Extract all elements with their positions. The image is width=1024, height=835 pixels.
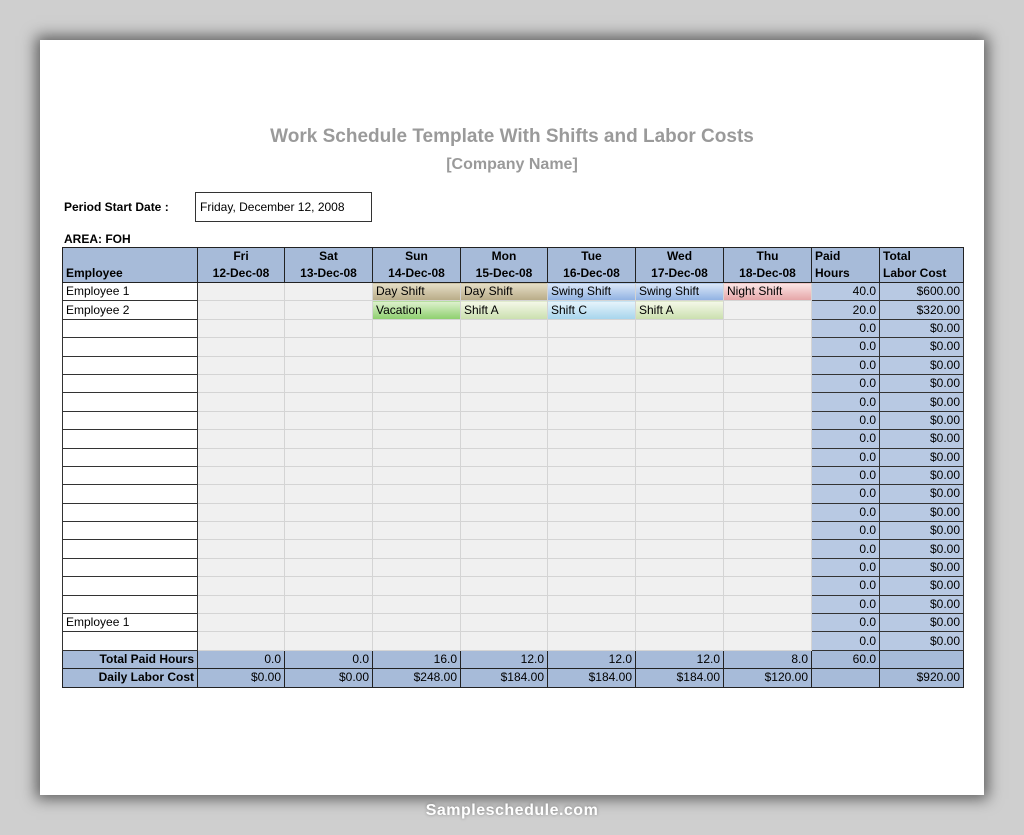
schedule-cell[interactable]	[724, 577, 812, 595]
labor-cost-cell[interactable]: $0.00	[880, 522, 964, 540]
schedule-cell[interactable]	[198, 319, 285, 337]
schedule-cell[interactable]	[285, 577, 373, 595]
employee-name-cell[interactable]	[63, 338, 198, 356]
schedule-cell[interactable]	[285, 411, 373, 429]
paid-hours-cell[interactable]: 0.0	[812, 577, 880, 595]
table-row	[63, 577, 964, 595]
schedule-cell[interactable]	[724, 614, 812, 632]
employee-name-cell[interactable]	[63, 411, 198, 429]
employee-name-cell[interactable]	[63, 632, 198, 650]
header-day-thu: Thu 18-Dec-08	[724, 248, 812, 283]
header-day-tue: Tue 16-Dec-08	[548, 248, 636, 283]
schedule-cell[interactable]	[198, 632, 285, 650]
employee-name-cell[interactable]	[63, 356, 198, 374]
schedule-cell[interactable]	[548, 448, 636, 466]
schedule-cell[interactable]	[285, 485, 373, 503]
paid-hours-cell[interactable]: 0.0	[812, 338, 880, 356]
paid-hours-cell[interactable]: 0.0	[812, 595, 880, 613]
total-paid-hours-cell[interactable]: 0.0	[285, 650, 373, 668]
employee-name-cell[interactable]	[63, 393, 198, 411]
schedule-cell[interactable]	[636, 595, 724, 613]
total-paid-hours-row	[63, 650, 964, 668]
schedule-cell[interactable]	[285, 338, 373, 356]
schedule-cell[interactable]	[636, 411, 724, 429]
schedule-cell[interactable]	[724, 448, 812, 466]
schedule-cell[interactable]	[285, 503, 373, 521]
total-paid-hours-cell[interactable]: 16.0	[373, 650, 461, 668]
schedule-cell[interactable]	[724, 466, 812, 484]
daily-labor-cost-cell[interactable]: $0.00	[198, 669, 285, 687]
header-total-labor-cost: Total Labor Cost	[880, 248, 964, 283]
labor-cost-cell[interactable]: $0.00	[880, 632, 964, 650]
employee-name-cell[interactable]	[63, 503, 198, 521]
schedule-cell[interactable]	[636, 614, 724, 632]
schedule-cell[interactable]	[198, 301, 285, 319]
schedule-cell[interactable]	[285, 466, 373, 484]
daily-labor-cost-label: Daily Labor Cost	[63, 669, 198, 687]
schedule-cell[interactable]	[198, 558, 285, 576]
period-start-label: Period Start Date :	[64, 200, 169, 214]
shift-cell[interactable]: Swing Shift	[636, 283, 724, 301]
paid-hours-cell[interactable]: 0.0	[812, 430, 880, 448]
schedule-cell[interactable]	[198, 338, 285, 356]
shift-cell[interactable]: Shift A	[461, 301, 548, 319]
labor-cost-cell[interactable]: $0.00	[880, 338, 964, 356]
schedule-cell[interactable]	[373, 577, 461, 595]
schedule-cell[interactable]	[548, 374, 636, 392]
table-row	[63, 374, 964, 392]
schedule-cell[interactable]	[724, 522, 812, 540]
schedule-cell[interactable]	[461, 356, 548, 374]
daily-labor-cost-cell[interactable]: $120.00	[724, 669, 812, 687]
schedule-cell[interactable]	[548, 338, 636, 356]
daily-labor-cost-cell[interactable]: $184.00	[548, 669, 636, 687]
paid-hours-cell[interactable]: 0.0	[812, 411, 880, 429]
schedule-cell[interactable]	[198, 430, 285, 448]
labor-cost-cell[interactable]: $0.00	[880, 540, 964, 558]
header-day-mon: Mon 15-Dec-08	[461, 248, 548, 283]
schedule-cell[interactable]	[461, 466, 548, 484]
table-row	[63, 430, 964, 448]
labor-cost-cell[interactable]: $0.00	[880, 614, 964, 632]
schedule-cell[interactable]	[636, 485, 724, 503]
table-row	[63, 283, 964, 301]
header-day-fri: Fri 12-Dec-08	[198, 248, 285, 283]
labor-cost-cell[interactable]: $0.00	[880, 595, 964, 613]
schedule-cell[interactable]	[461, 374, 548, 392]
header-day-wed: Wed 17-Dec-08	[636, 248, 724, 283]
schedule-cell[interactable]	[198, 485, 285, 503]
employee-name-cell[interactable]: Employee 1	[63, 614, 198, 632]
employee-name-cell[interactable]	[63, 577, 198, 595]
paid-hours-cell[interactable]: 0.0	[812, 393, 880, 411]
schedule-cell[interactable]	[373, 356, 461, 374]
schedule-cell[interactable]	[636, 448, 724, 466]
schedule-cell[interactable]	[461, 614, 548, 632]
schedule-cell[interactable]	[636, 558, 724, 576]
schedule-cell[interactable]	[373, 595, 461, 613]
labor-cost-cell[interactable]: $0.00	[880, 374, 964, 392]
spreadsheet-page	[40, 40, 984, 795]
paid-hours-cell[interactable]: 0.0	[812, 558, 880, 576]
header-employee: Employee	[63, 248, 198, 283]
schedule-cell[interactable]	[461, 319, 548, 337]
schedule-cell[interactable]	[285, 448, 373, 466]
shift-cell[interactable]: Swing Shift	[548, 283, 636, 301]
employee-name-cell[interactable]	[63, 430, 198, 448]
table-row	[63, 485, 964, 503]
schedule-cell[interactable]	[636, 430, 724, 448]
schedule-cell[interactable]	[198, 595, 285, 613]
shift-cell[interactable]: Day Shift	[461, 283, 548, 301]
schedule-cell[interactable]	[636, 540, 724, 558]
labor-cost-cell[interactable]: $0.00	[880, 393, 964, 411]
schedule-cell[interactable]	[461, 577, 548, 595]
labor-cost-cell[interactable]: $0.00	[880, 411, 964, 429]
area-label: AREA: FOH	[64, 232, 131, 246]
schedule-cell[interactable]	[461, 522, 548, 540]
daily-labor-cost-empty[interactable]	[812, 669, 880, 687]
labor-cost-cell[interactable]: $0.00	[880, 430, 964, 448]
employee-name-cell[interactable]	[63, 485, 198, 503]
schedule-cell[interactable]	[461, 338, 548, 356]
table-row	[63, 522, 964, 540]
schedule-cell[interactable]	[198, 374, 285, 392]
schedule-cell[interactable]	[548, 632, 636, 650]
schedule-cell[interactable]	[461, 595, 548, 613]
schedule-cell[interactable]	[548, 466, 636, 484]
schedule-cell[interactable]	[198, 466, 285, 484]
schedule-cell[interactable]	[285, 430, 373, 448]
schedule-cell[interactable]	[548, 356, 636, 374]
schedule-cell[interactable]	[198, 393, 285, 411]
schedule-cell[interactable]	[373, 485, 461, 503]
schedule-cell[interactable]	[548, 485, 636, 503]
labor-cost-cell[interactable]: $0.00	[880, 503, 964, 521]
daily-labor-cost-cell[interactable]: $184.00	[461, 669, 548, 687]
schedule-cell[interactable]	[461, 632, 548, 650]
daily-labor-cost-cell[interactable]: $184.00	[636, 669, 724, 687]
total-paid-hours-cell[interactable]: 0.0	[198, 650, 285, 668]
schedule-cell[interactable]	[636, 632, 724, 650]
header-day-sun: Sun 14-Dec-08	[373, 248, 461, 283]
schedule-cell[interactable]	[373, 448, 461, 466]
schedule-cell[interactable]	[285, 283, 373, 301]
schedule-cell[interactable]	[285, 393, 373, 411]
employee-name-cell[interactable]	[63, 540, 198, 558]
labor-cost-cell[interactable]: $600.00	[880, 283, 964, 301]
schedule-cell[interactable]	[198, 577, 285, 595]
schedule-cell[interactable]	[724, 301, 812, 319]
schedule-cell[interactable]	[461, 393, 548, 411]
table-row	[63, 614, 964, 632]
labor-cost-cell[interactable]: $0.00	[880, 466, 964, 484]
table-row	[63, 338, 964, 356]
schedule-cell[interactable]	[548, 503, 636, 521]
schedule-cell[interactable]	[198, 283, 285, 301]
schedule-cell[interactable]	[461, 448, 548, 466]
table-row	[63, 301, 964, 319]
total-paid-hours-cell[interactable]: 12.0	[636, 650, 724, 668]
shift-cell[interactable]: Shift C	[548, 301, 636, 319]
schedule-cell[interactable]	[724, 356, 812, 374]
paid-hours-cell[interactable]: 20.0	[812, 301, 880, 319]
labor-cost-cell[interactable]: $0.00	[880, 319, 964, 337]
schedule-cell[interactable]	[724, 485, 812, 503]
paid-hours-cell[interactable]: 0.0	[812, 356, 880, 374]
watermark: Sampleschedule.com	[425, 802, 599, 819]
period-start-input[interactable]: Friday, December 12, 2008	[195, 192, 372, 222]
schedule-cell[interactable]	[548, 540, 636, 558]
schedule-cell[interactable]	[373, 558, 461, 576]
labor-cost-cell[interactable]: $0.00	[880, 485, 964, 503]
schedule-cell[interactable]	[724, 393, 812, 411]
schedule-cell[interactable]	[198, 503, 285, 521]
total-paid-hours-cell[interactable]: 8.0	[724, 650, 812, 668]
company-name: [Company Name]	[446, 156, 578, 173]
labor-cost-cell[interactable]: $0.00	[880, 356, 964, 374]
schedule-cell[interactable]	[548, 577, 636, 595]
labor-cost-cell[interactable]: $0.00	[880, 577, 964, 595]
schedule-cell[interactable]	[636, 466, 724, 484]
schedule-cell[interactable]	[636, 522, 724, 540]
schedule-cell[interactable]	[373, 503, 461, 521]
paid-hours-cell[interactable]: 0.0	[812, 503, 880, 521]
header-row	[63, 248, 964, 283]
table-row	[63, 558, 964, 576]
shift-cell[interactable]: Shift A	[636, 301, 724, 319]
total-paid-hours-sum[interactable]: 60.0	[812, 650, 880, 668]
table-row	[63, 411, 964, 429]
schedule-cell[interactable]	[373, 632, 461, 650]
table-row	[63, 356, 964, 374]
total-paid-hours-empty[interactable]	[880, 650, 964, 668]
paid-hours-cell[interactable]: 0.0	[812, 448, 880, 466]
employee-name-cell[interactable]	[63, 595, 198, 613]
daily-labor-cost-total[interactable]: $920.00	[880, 669, 964, 687]
schedule-cell[interactable]	[285, 374, 373, 392]
schedule-cell[interactable]	[285, 614, 373, 632]
employee-name-cell[interactable]: Employee 1	[63, 283, 198, 301]
employee-name-cell[interactable]	[63, 448, 198, 466]
daily-labor-cost-row	[63, 669, 964, 687]
schedule-cell[interactable]	[285, 319, 373, 337]
total-paid-hours-cell[interactable]: 12.0	[548, 650, 636, 668]
schedule-cell[interactable]	[724, 411, 812, 429]
table-row	[63, 448, 964, 466]
schedule-cell[interactable]	[198, 448, 285, 466]
schedule-cell[interactable]	[724, 319, 812, 337]
daily-labor-cost-cell[interactable]: $248.00	[373, 669, 461, 687]
schedule-cell[interactable]	[373, 374, 461, 392]
schedule-cell[interactable]	[373, 411, 461, 429]
labor-cost-cell[interactable]: $0.00	[880, 448, 964, 466]
schedule-cell[interactable]	[461, 411, 548, 429]
schedule-cell[interactable]	[548, 319, 636, 337]
paid-hours-cell[interactable]: 0.0	[812, 485, 880, 503]
schedule-cell[interactable]	[636, 393, 724, 411]
schedule-cell[interactable]	[373, 614, 461, 632]
paid-hours-cell[interactable]: 0.0	[812, 319, 880, 337]
schedule-cell[interactable]	[461, 558, 548, 576]
schedule-cell[interactable]	[285, 540, 373, 558]
schedule-cell[interactable]	[285, 356, 373, 374]
schedule-cell[interactable]	[198, 540, 285, 558]
schedule-cell[interactable]	[724, 540, 812, 558]
schedule-cell[interactable]	[724, 503, 812, 521]
table-row	[63, 595, 964, 613]
schedule-cell[interactable]	[461, 503, 548, 521]
schedule-cell[interactable]	[636, 356, 724, 374]
schedule-cell[interactable]	[724, 430, 812, 448]
schedule-cell[interactable]	[724, 558, 812, 576]
shift-cell[interactable]: Vacation	[373, 301, 461, 319]
schedule-cell[interactable]	[724, 374, 812, 392]
schedule-cell[interactable]	[373, 319, 461, 337]
shift-cell[interactable]: Day Shift	[373, 283, 461, 301]
labor-cost-cell[interactable]: $0.00	[880, 558, 964, 576]
header-paid-hours: Paid Hours	[812, 248, 880, 283]
schedule-cell[interactable]	[373, 540, 461, 558]
schedule-cell[interactable]	[548, 614, 636, 632]
employee-name-cell[interactable]: Employee 2	[63, 301, 198, 319]
schedule-cell[interactable]	[198, 411, 285, 429]
schedule-cell[interactable]	[461, 430, 548, 448]
total-paid-hours-label: Total Paid Hours	[63, 650, 198, 668]
table-row	[63, 466, 964, 484]
schedule-table	[62, 247, 964, 688]
schedule-cell[interactable]	[285, 558, 373, 576]
page-title: Work Schedule Template With Shifts and Labor Costs	[270, 126, 754, 147]
schedule-cell[interactable]	[548, 522, 636, 540]
schedule-cell[interactable]	[636, 338, 724, 356]
schedule-cell[interactable]	[285, 595, 373, 613]
schedule-cell[interactable]	[548, 595, 636, 613]
labor-cost-cell[interactable]: $320.00	[880, 301, 964, 319]
schedule-cell[interactable]	[636, 503, 724, 521]
schedule-cell[interactable]	[373, 466, 461, 484]
schedule-cell[interactable]	[373, 430, 461, 448]
schedule-cell[interactable]	[636, 319, 724, 337]
paid-hours-cell[interactable]: 40.0	[812, 283, 880, 301]
paid-hours-cell[interactable]: 0.0	[812, 522, 880, 540]
schedule-cell[interactable]	[198, 356, 285, 374]
schedule-cell[interactable]	[548, 430, 636, 448]
employee-name-cell[interactable]	[63, 319, 198, 337]
employee-name-cell[interactable]	[63, 374, 198, 392]
table-row	[63, 393, 964, 411]
paid-hours-cell[interactable]: 0.0	[812, 614, 880, 632]
schedule-cell[interactable]	[548, 393, 636, 411]
schedule-cell[interactable]	[636, 374, 724, 392]
employee-name-cell[interactable]	[63, 466, 198, 484]
schedule-cell[interactable]	[724, 338, 812, 356]
schedule-cell[interactable]	[198, 614, 285, 632]
employee-name-cell[interactable]	[63, 522, 198, 540]
paid-hours-cell[interactable]: 0.0	[812, 466, 880, 484]
schedule-cell[interactable]	[724, 595, 812, 613]
employee-name-cell[interactable]	[63, 558, 198, 576]
header-day-sat: Sat 13-Dec-08	[285, 248, 373, 283]
schedule-cell[interactable]	[461, 485, 548, 503]
schedule-cell[interactable]	[198, 522, 285, 540]
schedule-cell[interactable]	[373, 393, 461, 411]
schedule-cell[interactable]	[285, 301, 373, 319]
total-paid-hours-cell[interactable]: 12.0	[461, 650, 548, 668]
schedule-cell[interactable]	[461, 540, 548, 558]
table-row	[63, 319, 964, 337]
paid-hours-cell[interactable]: 0.0	[812, 632, 880, 650]
schedule-cell[interactable]	[548, 558, 636, 576]
shift-cell[interactable]: Night Shift	[724, 283, 812, 301]
schedule-cell[interactable]	[636, 577, 724, 595]
paid-hours-cell[interactable]: 0.0	[812, 374, 880, 392]
schedule-cell[interactable]	[373, 338, 461, 356]
schedule-cell[interactable]	[285, 522, 373, 540]
schedule-cell[interactable]	[548, 411, 636, 429]
daily-labor-cost-cell[interactable]: $0.00	[285, 669, 373, 687]
table-row	[63, 503, 964, 521]
table-row	[63, 632, 964, 650]
schedule-cell[interactable]	[285, 632, 373, 650]
schedule-cell[interactable]	[724, 632, 812, 650]
paid-hours-cell[interactable]: 0.0	[812, 540, 880, 558]
schedule-cell[interactable]	[373, 522, 461, 540]
table-row	[63, 540, 964, 558]
